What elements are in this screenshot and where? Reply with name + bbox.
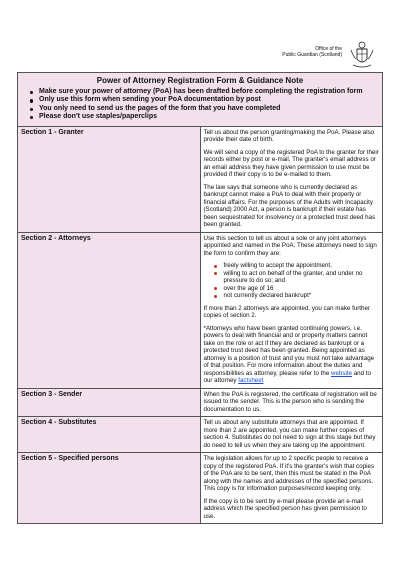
- royal-crest-icon: [348, 40, 376, 70]
- key-point: Make sure your power of attorney (PoA) has been drafted before completing the registration form: [39, 88, 377, 96]
- attorney-conditions-list: [204, 262, 380, 300]
- section-1-body: [200, 126, 383, 232]
- paragraph: We will send a copy of the registered PoA to the granter for their records either by post or e-mail. The granter's email address or an email address they have given permission to use must be provided if their copy is to be e-mailed to them.: [203, 148, 379, 179]
- guidance-document: [17, 72, 383, 524]
- section-2-row: [18, 232, 383, 388]
- website-link[interactable]: website: [331, 369, 352, 377]
- section-5-body: [200, 453, 383, 524]
- paragraph: If the copy is to be sent by e-mail please provide an e-mail address which the specified person has given permission to use.: [203, 497, 367, 520]
- paragraph-text: *Attorneys who have been granted continuing powers, i.e. powers to deal with financial and or property matters cannot take on the role or act if they are declared as bankrupt or a protected trust deed has been granted. Being appointed as attorney is a position of trust and you must not take advantage of that position. For more information about the duties and responsibilities as attorney, please refer to the: [203, 324, 375, 377]
- paragraph-text: and to our attorney: [203, 369, 371, 385]
- paragraph: Use this section to tell us about a sole or any joint attorneys appointed and named in the PoA. These attorneys need to sign the form to confirm they are:: [203, 234, 377, 257]
- section-3-row: [18, 388, 383, 417]
- list-item: freely willing to accept the appointment,: [224, 262, 380, 270]
- key-point: You only need to send us the pages of the form that you have completed: [39, 105, 377, 113]
- section-1-label: Section 1 - Granter: [18, 126, 201, 232]
- title-box: [18, 73, 383, 127]
- paragraph: When the PoA is registered, the certificate of registration will be issued to the sender. This is the person who is sending the documentation to us.: [203, 390, 377, 413]
- section-4-label: Section 4 - Substitutes: [18, 417, 201, 453]
- list-item: over the age of 16: [224, 285, 380, 293]
- org-line-1: Office of the: [315, 46, 342, 52]
- paragraph: Tell us about the person granting/making the PoA. Please also provide their date of birth.: [203, 128, 375, 144]
- guidance-table: [17, 72, 383, 524]
- section-3-body: [200, 388, 383, 417]
- section-2-body: [200, 232, 383, 388]
- section-5-row: [18, 453, 383, 524]
- paragraph: Tell us about any substitute attorneys that are appointed. If more than 2 are appointed, you can make further copies of section 4. Substitutes do not need to sign at this stage but they do need to tell us when they are taking up the appointment.: [203, 419, 376, 449]
- factsheet-link[interactable]: factsheet: [238, 377, 264, 385]
- section-4-row: [18, 417, 383, 453]
- paragraph: [204, 325, 380, 385]
- section-4-body: [200, 417, 383, 453]
- paragraph: The law says that someone who is currently declared as bankrupt cannot make a PoA to deal with their property or financial affairs. For the purposes of the Adults with Incapacity (Scotland) 2000 Act, a person is bankrupt if their estate has been sequestrated for insolvency or a protected trust deed has been granted.: [203, 183, 376, 229]
- paragraph: The legislation allows for up to 2 specific people to receive a copy of the registered PoA. If it's the granter's wish that copies of the PoA are to be sent, then this must be stated in the PoA along with the names and addresses of the specified persons. This copy is for information purposes/record keeping only.: [203, 455, 375, 493]
- key-points-list: [23, 88, 377, 122]
- org-line-2: Public Guardian (Scotland): [282, 52, 342, 58]
- key-point: Please don't use staples/paperclips: [39, 113, 377, 121]
- section-5-label: Section 5 - Specified persons: [18, 453, 201, 524]
- section-2-label: Section 2 - Attorneys: [18, 232, 201, 388]
- paragraph: If more than 2 attorneys are appointed, you can make further copies of section 2.: [203, 304, 370, 320]
- header: [256, 40, 376, 70]
- key-point: Only use this form when sending your PoA documentation by post: [39, 96, 377, 104]
- list-item: not currently declared bankrupt*: [224, 292, 380, 300]
- section-3-label: Section 3 - Sender: [18, 388, 201, 417]
- list-item: willing to act on behalf of the granter, and under no pressure to do so; and: [224, 270, 380, 285]
- section-1-row: [18, 126, 383, 232]
- org-name: [282, 46, 342, 58]
- document-title: Power of Attorney Registration Form & Guidance Note: [96, 76, 304, 85]
